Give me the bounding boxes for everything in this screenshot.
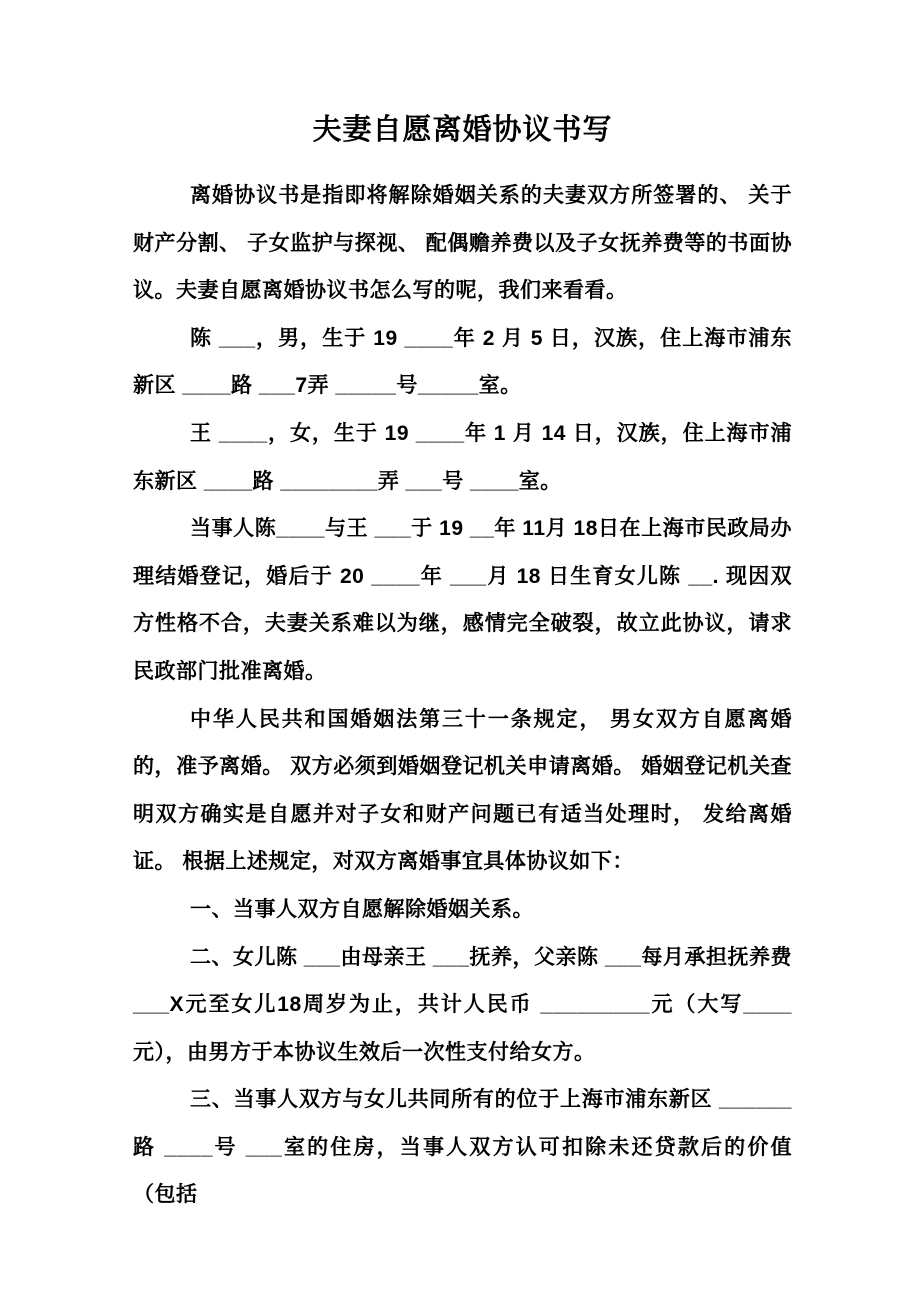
- paragraph-husband-info: 陈 ___，男，生于 19 ____年 2 月 5 日，汉族，住上海市浦东新区 ____路 ___7弄 _____号_____室。: [133, 326, 792, 398]
- document-title: 夫妻自愿离婚协议书写: [312, 114, 613, 146]
- paragraph-law-reference: 中华人民共和国婚姻法第三十一条规定， 男女双方自愿离婚的，准予离婚。 双方必须到婚姻登记机关申请离婚。 婚姻登记机关查明双方确实是自愿并对子女和财产问题已有适当处理时， 发给离婚证。 根据上述规定，对双方离婚事宜具体协议如下：: [133, 707, 792, 874]
- paragraph-clause-3: 三、当事人双方与女儿共同所有的位于上海市浦东新区 ______路 ____号 ___室的住房，当事人双方认可扣除未还贷款后的价值 （包括: [133, 1088, 792, 1207]
- paragraph-marriage-history: 当事人陈____与王 ___于 19 __年 11月 18日在上海市民政局办理结婚登记，婚后于 20 ____年 ___月 18 日生育女儿陈 __. 现因双方性格不合，夫妻关系难以为继，感情完全破裂，故立此协议，请求民政部门批准离婚。: [133, 517, 792, 683]
- paragraph-intro: 离婚协议书是指即将解除婚姻关系的夫妻双方所签署的、 关于财产分割、 子女监护与探视、 配偶赡养费以及子女抚养费等的书面协议。夫妻自愿离婚协议书怎么写的呢，我们来看看。: [133, 184, 792, 303]
- paragraph-clause-1: 一、当事人双方自愿解除婚姻关系。: [190, 897, 534, 921]
- paragraph-clause-2: 二、女儿陈 ___由母亲王 ___抚养，父亲陈 ___每月承担抚养费 ___X元至女儿18周岁为止，共计人民币 _________元（大写____元），由男方于本协议生效后一次性支付给女方。: [133, 945, 792, 1064]
- paragraph-wife-info: 王 ____，女，生于 19 ____年 1 月 14 日，汉族，住上海市浦东新区 ____路 ________弄 ___号 ____室。: [133, 421, 792, 493]
